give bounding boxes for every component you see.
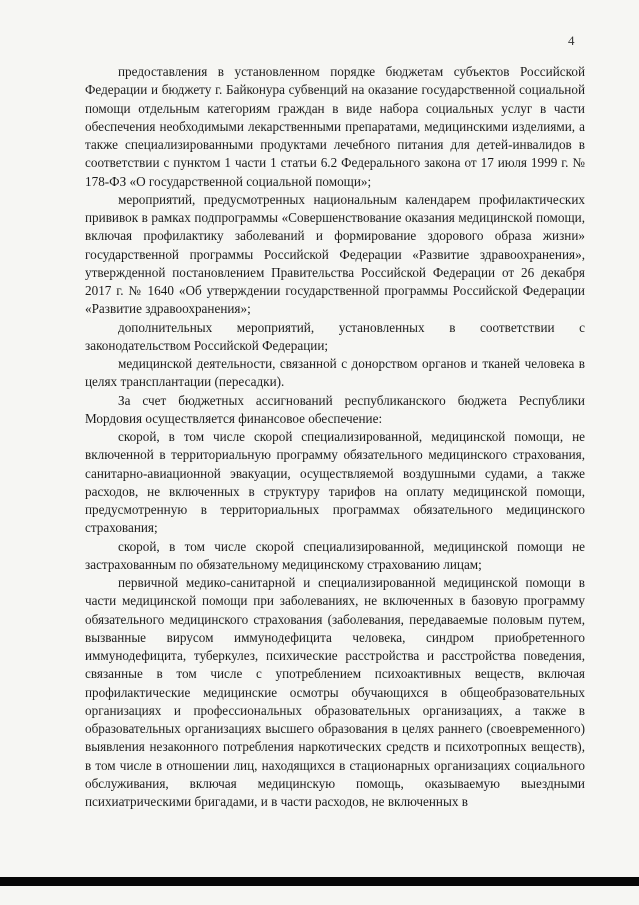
paragraph: первичной медико-санитарной и специализированной медицинской помощи в части медицинской помощи при заболеваниях, не включенных в базовую программу обязательного медицинского страхования (заболевания, передаваемые половым путем, вызванные вирусом иммунодефицита человека, синдром приобретенного иммунодефицита, туберкулез, психические расстройства и расстройства поведения, связанные в том числе с употреблением психоактивных веществ, включая профилактические медицинские осмотры обучающихся в общеобразовательных организациях и профессиональных образовательных организациях, а также в образовательных организациях высшего образования в целях раннего (своевременного) выявления незаконного потребления наркотических средств и психотропных веществ), в том числе в отношении лиц, находящихся в стационарных организациях социального обслуживания, включая медицинскую помощь, оказываемую выездными психиатрическими бригадами, и в части расходов, не включенных в bbox=[85, 575, 585, 809]
paragraph: скорой, в том числе скорой специализированной, медицинской помощи, не включенной в территориальную программу обязательного медицинского страхования, санитарно-авиационной эвакуации, осуществляемой воздушными судами, а также расходов, не включенных в структуру тарифов на оплату медицинской помощи, предусмотренную в территориальных программах обязательного медицинского страхования; bbox=[85, 429, 585, 536]
paragraph: предоставления в установленном порядке бюджетам субъектов Российской Федерации и бюджету г. Байконура субвенций на оказание государственной социальной помощи отдельным категориям граждан в виде набора социальных услуг в части обеспечения необходимыми лекарственными препаратами, медицинскими изделиями, а также специализированными продуктами лечебного питания для детей-инвалидов в соответствии с пунктом 1 части 1 статьи 6.2 Федерального закона от 17 июля 1999 г. № 178-ФЗ «О государственной социальной помощи»; bbox=[85, 64, 585, 189]
paragraph: За счет бюджетных ассигнований республиканского бюджета Республики Мордовия осуществляется финансовое обеспечение: bbox=[85, 392, 585, 426]
paragraph: скорой, в том числе скорой специализированной, медицинской помощи не застрахованным по обязательному медицинскому страхованию лицам; bbox=[85, 538, 585, 572]
page-number: 4 bbox=[568, 33, 575, 48]
paragraph: дополнительных мероприятий, установленных в соответствии с законодательством Российской Федерации; bbox=[85, 319, 585, 353]
document-body bbox=[85, 63, 585, 811]
scan-edge-bar bbox=[0, 877, 639, 886]
paragraph: мероприятий, предусмотренных национальным календарем профилактических прививок в рамках подпрограммы «Совершенствование оказания медицинской помощи, включая профилактику заболеваний и формирование здорового образа жизни» государственной программы Российской Федерации «Развитие здравоохранения», утвержденной постановлением Правительства Российской Федерации от 26 декабря 2017 г. № 1640 «Об утверждении государственной программы Российской Федерации «Развитие здравоохранения»; bbox=[85, 191, 585, 317]
paragraph: медицинской деятельности, связанной с донорством органов и тканей человека в целях трансплантации (пересадки). bbox=[85, 356, 585, 390]
